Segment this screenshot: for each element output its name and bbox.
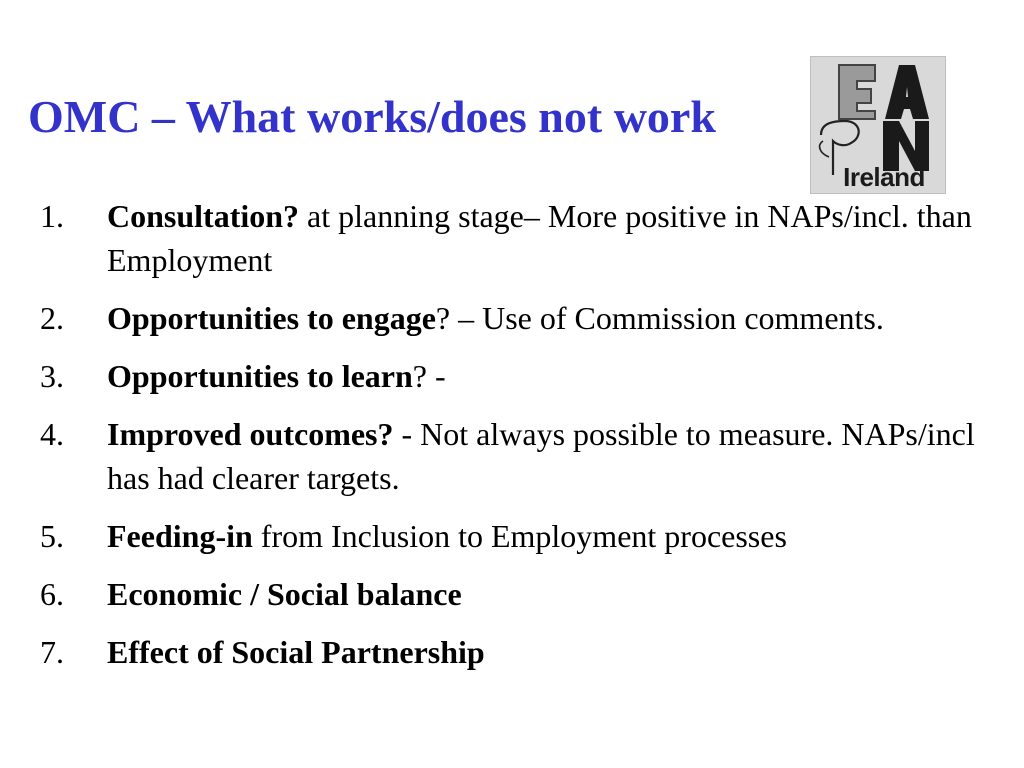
item-number: 6. [40,576,64,612]
item-text: from Inclusion to Employment processes [252,518,787,554]
item-number: 5. [40,518,64,554]
list-item [40,194,980,282]
item-text: - Not always possible to measure. NAPs/incl has had clearer targets. [107,416,975,496]
item-heading: Improved outcomes? [107,416,394,452]
list-item [40,354,980,398]
eapn-ireland-logo [810,56,946,194]
slide-title: OMC – What works/does not work [28,91,716,142]
list-item [40,572,980,616]
item-heading: Consultation? [107,198,300,234]
item-number: 3. [40,358,64,394]
item-heading: Opportunities to learn [107,358,413,394]
item-number: 1. [40,198,64,234]
item-number: 2. [40,300,64,336]
item-heading: Economic / Social balance [107,576,462,612]
item-number: 4. [40,416,64,452]
item-heading: Effect of Social Partnership [107,634,485,670]
bullet-list [40,194,980,688]
item-heading: Opportunities to engage [107,300,436,336]
list-item [40,514,980,558]
item-text: at planning stage– More positive in NAPs/incl. than Employment [107,198,972,278]
item-heading: Feeding-in [107,518,253,554]
item-number: 7. [40,634,64,670]
list-item [40,412,980,500]
item-text: ? – Use of Commission comments. [435,300,884,336]
list-item [40,630,980,674]
logo-caption: Ireland [843,162,925,192]
item-text: ? - [412,358,446,394]
list-item [40,296,980,340]
